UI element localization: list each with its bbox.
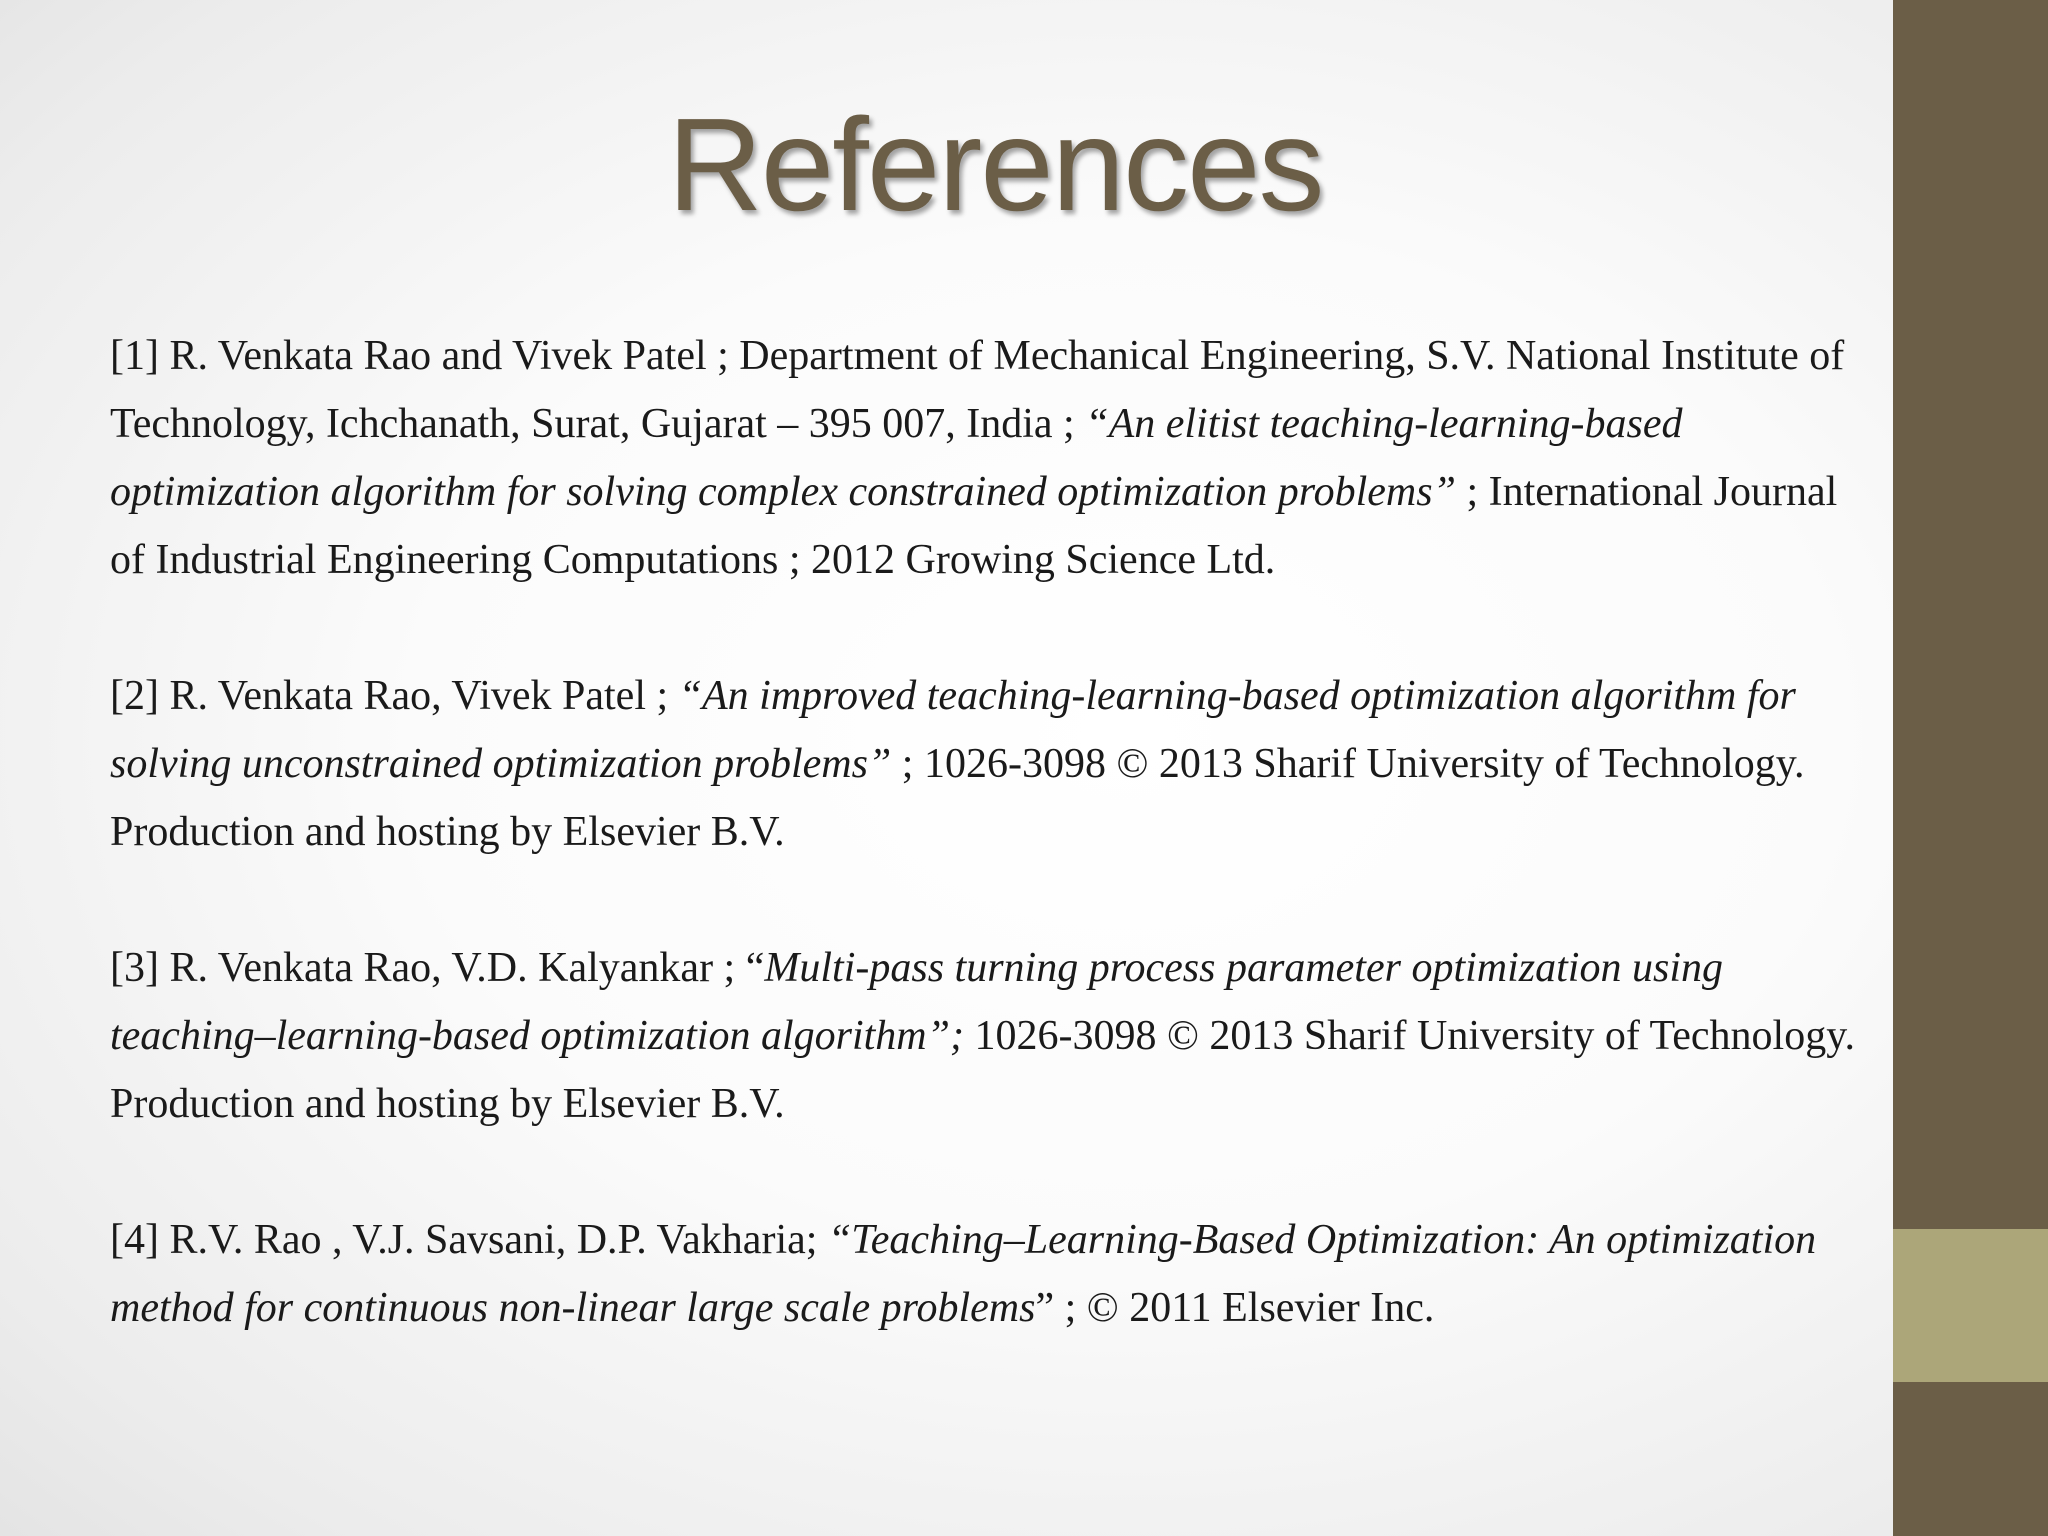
reference-2-title: “An improved teaching-learning-based optimization algorithm for solving unconstrained optimization problems” <box>110 673 1796 787</box>
reference-3-title: Multi-pass turning process parameter optimization using teaching–learning-based optimization algorithm”; <box>110 945 1723 1059</box>
reference-item-1 <box>110 322 1870 594</box>
reference-3-authors: [3] R. Venkata Rao, V.D. Kalyankar ; “ <box>110 945 765 991</box>
reference-4-title: “Teaching–Learning-Based Optimization: An optimization method for continuous non-linear large scale problems <box>110 1217 1817 1331</box>
reference-2-source: ; 1026-3098 © 2013 Sharif University of Technology. Production and hosting by Elsevier B.V. <box>110 741 1805 855</box>
slide-title: References <box>667 91 1323 238</box>
references-list <box>110 322 1870 1342</box>
decorative-side-accent <box>1893 1229 2048 1382</box>
reference-1-title: “An elitist teaching-learning-based optimization algorithm for solving complex constrained optimization problems” <box>110 401 1683 515</box>
reference-item-2 <box>110 662 1870 866</box>
reference-1-source: ; International Journal of Industrial Engineering Computations ; 2012 Growing Science Ltd. <box>110 469 1838 583</box>
reference-4-source: ” ; © 2011 Elsevier Inc. <box>1035 1285 1435 1331</box>
reference-item-4 <box>110 1206 1870 1342</box>
reference-4-authors: [4] R.V. Rao , V.J. Savsani, D.P. Vakharia; <box>110 1217 828 1263</box>
reference-item-3 <box>110 934 1870 1138</box>
reference-1-authors: [1] R. Venkata Rao and Vivek Patel ; Department of Mechanical Engineering, S.V. National Institute of Technology, Ichchanath, Surat, Gujarat – 395 007, India ; <box>110 333 1845 447</box>
reference-3-source: 1026-3098 © 2013 Sharif University of Technology. Production and hosting by Elsevier B.V. <box>110 1013 1855 1127</box>
reference-2-authors: [2] R. Venkata Rao, Vivek Patel ; <box>110 673 679 719</box>
